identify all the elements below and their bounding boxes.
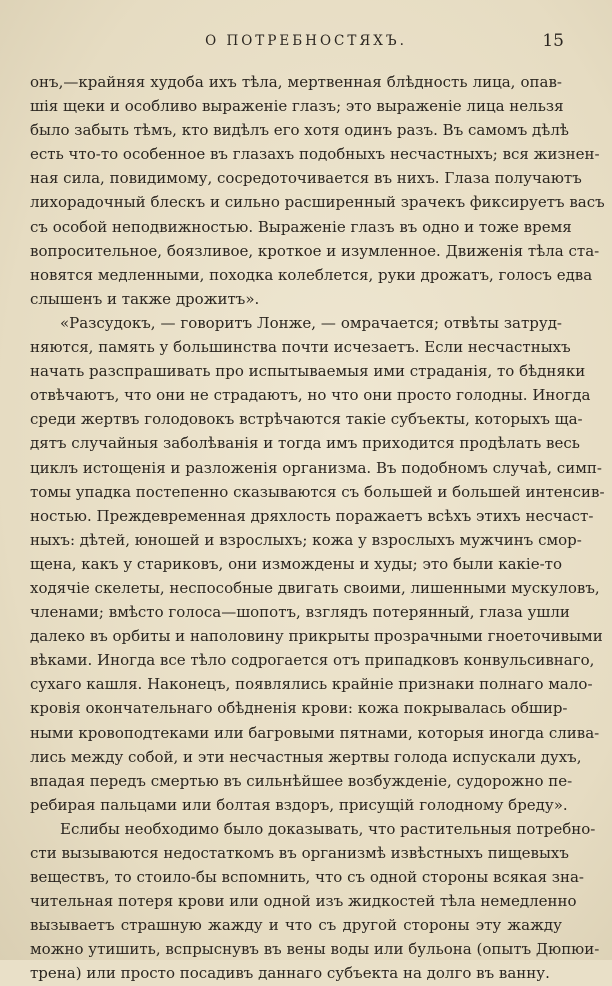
text-line: ными кровоподтеками или багровыми пятнами, которыя иногда слива- — [30, 723, 600, 742]
text-line: вѣками. Иногда все тѣло содрогается отъ припадковъ конвульсивнаго, — [30, 651, 595, 670]
text-line: няются, память у большинства почти исчезаетъ. Если несчастныхъ — [30, 338, 571, 357]
text-line: новятся медленными, походка колеблется, руки дрожатъ, голосъ едва — [30, 265, 593, 284]
paragraph — [30, 817, 600, 986]
text-line: сти вызываются недостаткомъ въ организмѣ извѣстныхъ пищевыхъ — [30, 844, 569, 862]
text-line: томы упадка постепенно сказываются съ большей и большей интенсив- — [30, 482, 605, 501]
text-line: съ особой неподвижностью. Выраженіе глазъ въ одно и тоже время — [30, 217, 572, 236]
text-line: трена) или просто посадивъ даннаго субъекта на долго въ ванну. — [30, 964, 550, 983]
text-line: слышенъ и также дрожитъ». — [30, 289, 260, 308]
text-line: ная сила, повидимому, сосредоточивается въ нихъ. Глаза получаютъ — [30, 169, 582, 188]
text-line: вызываетъ страшную жажду и что съ другой стороны эту жажду — [30, 916, 562, 935]
text-line: щена, какъ у стариковъ, они измождены и худы; это были какіе-то — [30, 554, 562, 573]
text-line: «Разсудокъ, — говоритъ Лонже, — омрачается; отвѣты затруд- — [60, 313, 562, 332]
text-line: ходячіе скелеты, неспособные двигать своими, лишенными мускуловъ, — [30, 578, 600, 597]
text-line: онъ,—крайняя худоба ихъ тѣла, мертвенная блѣдность лица, опав- — [30, 73, 562, 91]
text-line: ребирая пальцами или болтая вздоръ, присущій голодному бреду». — [30, 795, 568, 814]
text-line: дятъ случайныя заболѣванія и тогда имъ приходится продѣлать весь — [30, 434, 580, 453]
paragraph — [30, 70, 605, 311]
text-line: можно утишить, вспрыснувъ въ вены воды или бульона (опытъ Дюпюи- — [30, 940, 600, 959]
text-line: Еслибы необходимо было доказывать, что растительныя потребно- — [60, 819, 596, 838]
text-line: впадая передъ смертью въ сильнѣйшее возбужденіе, судорожно пе- — [30, 771, 573, 790]
page-number: 15 — [542, 31, 564, 51]
text-line: было забыть тѣмъ, кто видѣлъ его хотя одинъ разъ. Въ самомъ дѣлѣ — [30, 121, 569, 140]
text-line: ностью. Преждевременная дряхлость поражаетъ всѣхъ этихъ несчаст- — [30, 506, 594, 525]
text-line: среди жертвъ голодовокъ встрѣчаются такіе субъекты, которыхъ ща- — [30, 410, 583, 429]
text-line: начать разспрашивать про испытываемыя ими страданія, то бѣдняки — [30, 362, 586, 381]
text-line: вопросительное, боязливое, кроткое и изумленное. Движенія тѣла ста- — [30, 241, 600, 260]
text-line: ныхъ: дѣтей, юношей и взрослыхъ; кожа у взрослыхъ мужчинъ смор- — [30, 530, 582, 549]
text-line: далеко въ орбиты и наполовину прикрыты прозрачными гноеточивыми — [30, 627, 603, 646]
text-line: лись между собой, и эти несчастныя жертвы голода испускали духъ, — [30, 747, 582, 766]
text-line: членами; вмѣсто голоса—шопотъ, взглядъ потерянный, глаза ушли — [30, 603, 570, 622]
text-line: веществъ, то стоило-бы вспомнить, что съ одной стороны всякая зна- — [30, 868, 584, 887]
running-head — [0, 33, 612, 55]
text-line: есть что-то особенное въ глазахъ подобныхъ несчастныхъ; вся жизнен- — [30, 145, 600, 164]
text-line: кровія окончательнаго обѣдненія крови: кожа покрывалась обшир- — [30, 699, 568, 718]
text-line: циклъ истощенія и разложенія организма. Въ подобномъ случаѣ, симп- — [30, 458, 602, 477]
text-line: лихорадочный блескъ и сильно расширенный зрачекъ фиксируетъ васъ — [30, 193, 605, 212]
text-line: сухаго кашля. Наконецъ, появлялись крайніе признаки полнаго мало- — [30, 675, 593, 694]
paragraph — [30, 311, 605, 817]
body-text — [30, 70, 605, 986]
text-line: отвѣчаютъ, что они не страдаютъ, но что они просто голодны. Иногда — [30, 386, 591, 405]
running-head-title: О ПОТРЕБНОСТЯХЪ. — [205, 33, 407, 49]
text-line: шія щеки и особливо выраженіе глазъ; это выраженіе лица нельзя — [30, 97, 564, 116]
text-line: чительная потеря крови или одной изъ жидкостей тѣла немедленно — [30, 892, 577, 911]
